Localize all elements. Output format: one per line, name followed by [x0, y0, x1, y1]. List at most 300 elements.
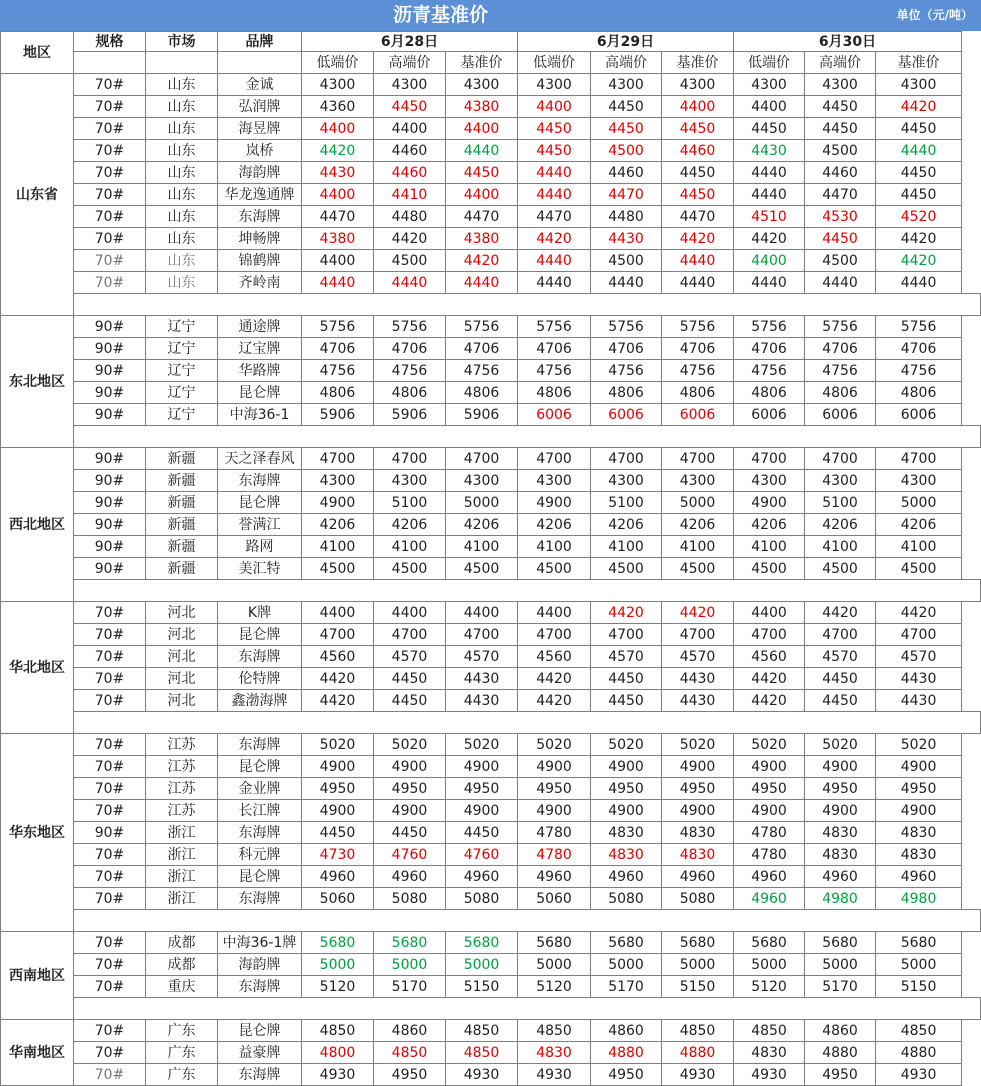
price-cell: 4700	[805, 448, 876, 470]
price-cell: 4100	[518, 536, 591, 558]
price-cell: 5756	[591, 316, 662, 338]
price-cell: 5680	[374, 932, 446, 954]
price-cell: 5120	[302, 976, 374, 998]
table-row	[1, 1042, 981, 1064]
header-date-2: 6月29日	[518, 32, 734, 52]
price-cell: 5020	[876, 734, 962, 756]
price-cell: 4300	[374, 470, 446, 492]
price-cell: 4206	[518, 514, 591, 536]
market-cell: 新疆	[146, 514, 218, 536]
price-cell: 5060	[518, 888, 591, 910]
price-cell: 4450	[518, 118, 591, 140]
price-cell: 4300	[662, 470, 734, 492]
price-cell: 4950	[662, 778, 734, 800]
price-cell: 4570	[662, 646, 734, 668]
price-cell: 4950	[302, 778, 374, 800]
price-cell: 4700	[876, 448, 962, 470]
price-cell: 4206	[374, 514, 446, 536]
price-cell: 4420	[374, 228, 446, 250]
spec-cell: 70#	[74, 976, 146, 998]
price-cell: 4950	[374, 778, 446, 800]
price-cell: 4420	[662, 228, 734, 250]
price-cell: 5020	[734, 734, 805, 756]
table-row	[1, 536, 981, 558]
page-title: 沥青基准价	[392, 4, 488, 26]
price-cell: 4440	[302, 272, 374, 294]
table-row	[1, 734, 981, 756]
market-cell: 山东	[146, 118, 218, 140]
price-cell: 4420	[446, 250, 518, 272]
price-cell: 4806	[446, 382, 518, 404]
price-cell: 4450	[591, 668, 662, 690]
price-cell: 4830	[662, 822, 734, 844]
price-cell: 4900	[446, 756, 518, 778]
brand-cell: 长江牌	[218, 800, 302, 822]
price-cell: 4450	[374, 668, 446, 690]
price-cell: 4400	[302, 250, 374, 272]
price-cell: 4460	[374, 140, 446, 162]
brand-cell: 中海36-1	[218, 404, 302, 426]
price-cell: 4100	[805, 536, 876, 558]
price-cell: 4700	[591, 448, 662, 470]
title-bar	[0, 0, 981, 31]
spec-cell: 90#	[74, 492, 146, 514]
market-cell: 辽宁	[146, 338, 218, 360]
brand-cell: 通途牌	[218, 316, 302, 338]
price-cell: 4300	[518, 470, 591, 492]
spec-cell: 70#	[74, 184, 146, 206]
price-cell: 4960	[518, 866, 591, 888]
table-row	[1, 338, 981, 360]
price-cell: 4500	[591, 250, 662, 272]
price-cell: 4700	[374, 448, 446, 470]
price-cell: 5080	[591, 888, 662, 910]
group-spacer-row	[1, 294, 981, 316]
price-cell: 4500	[518, 558, 591, 580]
price-cell: 4420	[518, 228, 591, 250]
brand-cell: 美汇特	[218, 558, 302, 580]
price-cell: 4950	[805, 1064, 876, 1086]
price-label-base: 基准价	[876, 52, 962, 74]
price-cell: 4500	[446, 558, 518, 580]
price-cell: 4706	[805, 338, 876, 360]
price-label-low: 低端价	[518, 52, 591, 74]
price-cell: 4450	[374, 690, 446, 712]
table-row	[1, 162, 981, 184]
price-cell: 4500	[374, 558, 446, 580]
price-cell: 4420	[876, 250, 962, 272]
price-cell: 4440	[518, 272, 591, 294]
spec-cell: 70#	[74, 250, 146, 272]
price-cell: 4570	[805, 646, 876, 668]
price-cell: 4760	[374, 844, 446, 866]
price-cell: 4300	[302, 74, 374, 96]
price-cell: 4960	[446, 866, 518, 888]
price-cell: 4806	[302, 382, 374, 404]
spacer-cell	[74, 426, 981, 448]
spec-cell: 70#	[74, 668, 146, 690]
price-cell: 4440	[518, 184, 591, 206]
table-row	[1, 602, 981, 624]
brand-cell: 昆仑牌	[218, 1020, 302, 1042]
price-cell: 4560	[734, 646, 805, 668]
price-cell: 5756	[446, 316, 518, 338]
spec-cell: 90#	[74, 404, 146, 426]
price-cell: 4100	[876, 536, 962, 558]
price-cell: 4420	[518, 668, 591, 690]
price-table	[0, 31, 981, 1086]
price-cell: 4450	[805, 668, 876, 690]
price-cell: 4460	[374, 162, 446, 184]
price-cell: 4450	[805, 690, 876, 712]
price-cell: 5060	[302, 888, 374, 910]
price-cell: 4500	[591, 140, 662, 162]
price-cell: 4700	[374, 624, 446, 646]
table-row	[1, 954, 981, 976]
brand-cell: 海昱牌	[218, 118, 302, 140]
market-cell: 山东	[146, 228, 218, 250]
price-cell: 4470	[662, 206, 734, 228]
price-cell: 4980	[805, 888, 876, 910]
price-cell: 4420	[302, 690, 374, 712]
brand-cell: 东海牌	[218, 976, 302, 998]
price-cell: 4500	[805, 140, 876, 162]
region-cell: 华南地区	[1, 1020, 74, 1086]
price-cell: 5150	[662, 976, 734, 998]
price-cell: 4900	[734, 492, 805, 514]
price-cell: 4500	[302, 558, 374, 580]
price-cell: 4850	[662, 1020, 734, 1042]
price-cell: 4570	[591, 646, 662, 668]
price-cell: 4500	[805, 558, 876, 580]
brand-cell: 岚桥	[218, 140, 302, 162]
price-cell: 5906	[302, 404, 374, 426]
price-cell: 4850	[876, 1020, 962, 1042]
market-cell: 河北	[146, 668, 218, 690]
price-cell: 4900	[734, 756, 805, 778]
price-cell: 4450	[591, 690, 662, 712]
price-cell: 4440	[662, 272, 734, 294]
market-cell: 江苏	[146, 778, 218, 800]
price-cell: 4440	[374, 272, 446, 294]
price-cell: 4700	[734, 624, 805, 646]
price-cell: 4450	[518, 140, 591, 162]
price-cell: 4380	[302, 228, 374, 250]
price-cell: 4850	[374, 1042, 446, 1064]
price-cell: 5000	[518, 954, 591, 976]
market-cell: 辽宁	[146, 316, 218, 338]
table-row	[1, 184, 981, 206]
price-cell: 4960	[876, 866, 962, 888]
table-row	[1, 74, 981, 96]
price-cell: 4400	[374, 118, 446, 140]
spec-cell: 90#	[74, 470, 146, 492]
spec-cell: 90#	[74, 360, 146, 382]
price-cell: 4206	[591, 514, 662, 536]
price-cell: 5080	[374, 888, 446, 910]
price-cell: 4706	[446, 338, 518, 360]
price-cell: 4420	[876, 602, 962, 624]
price-cell: 4900	[518, 800, 591, 822]
price-cell: 4100	[302, 536, 374, 558]
price-cell: 4300	[805, 470, 876, 492]
market-cell: 广东	[146, 1064, 218, 1086]
spec-cell: 90#	[74, 822, 146, 844]
brand-cell: K牌	[218, 602, 302, 624]
price-cell: 4700	[591, 624, 662, 646]
price-label-low: 低端价	[734, 52, 805, 74]
price-cell: 5680	[662, 932, 734, 954]
market-cell: 浙江	[146, 866, 218, 888]
price-cell: 4100	[446, 536, 518, 558]
price-cell: 4900	[734, 800, 805, 822]
header-date-1: 6月28日	[302, 32, 518, 52]
spec-cell: 70#	[74, 272, 146, 294]
price-cell: 4300	[876, 470, 962, 492]
market-cell: 新疆	[146, 536, 218, 558]
price-cell: 4570	[876, 646, 962, 668]
table-row	[1, 206, 981, 228]
brand-cell: 金诚	[218, 74, 302, 96]
price-cell: 4100	[734, 536, 805, 558]
table-row	[1, 470, 981, 492]
price-cell: 4960	[662, 866, 734, 888]
brand-cell: 昆仑牌	[218, 624, 302, 646]
market-cell: 江苏	[146, 756, 218, 778]
spec-cell: 70#	[74, 206, 146, 228]
price-cell: 4380	[446, 96, 518, 118]
price-cell: 4470	[591, 184, 662, 206]
price-cell: 4950	[591, 1064, 662, 1086]
price-cell: 4440	[662, 250, 734, 272]
price-cell: 5000	[302, 954, 374, 976]
price-cell: 5170	[374, 976, 446, 998]
price-cell: 4206	[662, 514, 734, 536]
brand-cell: 金业牌	[218, 778, 302, 800]
price-cell: 4420	[876, 228, 962, 250]
market-cell: 广东	[146, 1042, 218, 1064]
price-label-low: 低端价	[302, 52, 374, 74]
price-cell: 4756	[518, 360, 591, 382]
price-cell: 4900	[805, 800, 876, 822]
price-cell: 4430	[302, 162, 374, 184]
price-label-high: 高端价	[374, 52, 446, 74]
price-cell: 4706	[302, 338, 374, 360]
price-cell: 4440	[446, 272, 518, 294]
price-cell: 4450	[591, 118, 662, 140]
spec-cell: 70#	[74, 844, 146, 866]
price-cell: 4430	[662, 690, 734, 712]
market-cell: 山东	[146, 96, 218, 118]
price-cell: 4400	[734, 602, 805, 624]
brand-cell: 东海牌	[218, 734, 302, 756]
table-row	[1, 228, 981, 250]
table-row	[1, 822, 981, 844]
table-row	[1, 558, 981, 580]
price-cell: 4440	[876, 272, 962, 294]
price-cell: 4420	[734, 228, 805, 250]
brand-cell: 誉满江	[218, 514, 302, 536]
price-cell: 4900	[876, 756, 962, 778]
price-cell: 5020	[302, 734, 374, 756]
price-cell: 4206	[446, 514, 518, 536]
price-cell: 4780	[734, 844, 805, 866]
price-cell: 5020	[518, 734, 591, 756]
price-cell: 4420	[518, 690, 591, 712]
price-cell: 4500	[805, 250, 876, 272]
price-cell: 4510	[734, 206, 805, 228]
price-cell: 4950	[446, 778, 518, 800]
market-cell: 重庆	[146, 976, 218, 998]
header-spec: 规格	[74, 32, 146, 52]
price-cell: 4450	[734, 118, 805, 140]
price-cell: 4700	[662, 448, 734, 470]
table-row	[1, 646, 981, 668]
price-cell: 5906	[374, 404, 446, 426]
price-cell: 4300	[805, 74, 876, 96]
price-cell: 4900	[805, 756, 876, 778]
price-cell: 4730	[302, 844, 374, 866]
price-cell: 4430	[591, 228, 662, 250]
price-cell: 5000	[734, 954, 805, 976]
price-cell: 4300	[446, 74, 518, 96]
price-cell: 5020	[805, 734, 876, 756]
price-cell: 5000	[805, 954, 876, 976]
price-cell: 5150	[876, 976, 962, 998]
price-cell: 4806	[734, 382, 805, 404]
price-cell: 5680	[446, 932, 518, 954]
price-cell: 5100	[805, 492, 876, 514]
price-cell: 5680	[876, 932, 962, 954]
spec-cell: 90#	[74, 338, 146, 360]
price-cell: 4960	[374, 866, 446, 888]
price-cell: 4830	[805, 844, 876, 866]
price-cell: 5680	[591, 932, 662, 954]
subheader-blank	[146, 52, 218, 74]
price-cell: 4440	[734, 162, 805, 184]
brand-cell: 伦特牌	[218, 668, 302, 690]
brand-cell: 中海36-1牌	[218, 932, 302, 954]
market-cell: 新疆	[146, 492, 218, 514]
market-cell: 山东	[146, 272, 218, 294]
price-cell: 5756	[518, 316, 591, 338]
market-cell: 河北	[146, 624, 218, 646]
price-cell: 4806	[374, 382, 446, 404]
spec-cell: 70#	[74, 228, 146, 250]
price-cell: 4900	[446, 800, 518, 822]
price-cell: 4900	[374, 756, 446, 778]
price-cell: 5000	[876, 492, 962, 514]
subheader-blank	[74, 52, 146, 74]
price-cell: 4430	[734, 140, 805, 162]
price-cell: 4706	[591, 338, 662, 360]
table-row	[1, 624, 981, 646]
spec-cell: 90#	[74, 448, 146, 470]
market-cell: 山东	[146, 250, 218, 272]
market-cell: 江苏	[146, 800, 218, 822]
brand-cell: 东海牌	[218, 888, 302, 910]
price-cell: 4560	[302, 646, 374, 668]
price-cell: 4706	[374, 338, 446, 360]
price-cell: 4806	[591, 382, 662, 404]
price-cell: 4400	[446, 602, 518, 624]
spec-cell: 70#	[74, 734, 146, 756]
spec-cell: 70#	[74, 646, 146, 668]
group-spacer-row	[1, 712, 981, 734]
price-cell: 4460	[805, 162, 876, 184]
spec-cell: 70#	[74, 954, 146, 976]
spec-cell: 70#	[74, 602, 146, 624]
price-cell: 4950	[734, 778, 805, 800]
price-cell: 4756	[591, 360, 662, 382]
price-cell: 4930	[876, 1064, 962, 1086]
price-cell: 4756	[374, 360, 446, 382]
price-cell: 4500	[876, 558, 962, 580]
header-row	[1, 32, 981, 52]
market-cell: 广东	[146, 1020, 218, 1042]
header-date-3: 6月30日	[734, 32, 962, 52]
price-cell: 4756	[734, 360, 805, 382]
price-cell: 4830	[591, 822, 662, 844]
table-row	[1, 976, 981, 998]
price-cell: 6006	[591, 404, 662, 426]
spec-cell: 70#	[74, 140, 146, 162]
market-cell: 成都	[146, 932, 218, 954]
price-cell: 4930	[734, 1064, 805, 1086]
brand-cell: 东海牌	[218, 206, 302, 228]
table-row	[1, 668, 981, 690]
unit-label: 单位（元/吨）	[896, 8, 973, 22]
price-cell: 6006	[662, 404, 734, 426]
price-cell: 5170	[805, 976, 876, 998]
table-row	[1, 756, 981, 778]
price-cell: 4860	[374, 1020, 446, 1042]
price-cell: 4300	[591, 74, 662, 96]
brand-cell: 昆仑牌	[218, 382, 302, 404]
price-cell: 4400	[662, 96, 734, 118]
price-cell: 4960	[734, 888, 805, 910]
price-cell: 5756	[805, 316, 876, 338]
brand-cell: 海韵牌	[218, 162, 302, 184]
price-cell: 4756	[876, 360, 962, 382]
price-cell: 4700	[518, 624, 591, 646]
table-row	[1, 514, 981, 536]
price-cell: 4480	[374, 206, 446, 228]
price-cell: 4206	[805, 514, 876, 536]
price-cell: 5080	[446, 888, 518, 910]
price-cell: 5020	[446, 734, 518, 756]
table-row	[1, 1020, 981, 1042]
price-cell: 4300	[876, 74, 962, 96]
spacer-cell	[74, 998, 981, 1020]
price-cell: 4400	[734, 250, 805, 272]
table-row	[1, 778, 981, 800]
price-cell: 4300	[662, 74, 734, 96]
brand-cell: 坤畅牌	[218, 228, 302, 250]
brand-cell: 弘润牌	[218, 96, 302, 118]
price-cell: 5000	[446, 954, 518, 976]
price-cell: 4850	[302, 1020, 374, 1042]
price-cell: 4800	[302, 1042, 374, 1064]
group-spacer-row	[1, 998, 981, 1020]
price-cell: 4400	[302, 602, 374, 624]
market-cell: 河北	[146, 646, 218, 668]
price-cell: 4780	[518, 822, 591, 844]
price-cell: 4400	[302, 184, 374, 206]
price-cell: 4900	[662, 800, 734, 822]
price-cell: 5170	[591, 976, 662, 998]
market-cell: 辽宁	[146, 360, 218, 382]
